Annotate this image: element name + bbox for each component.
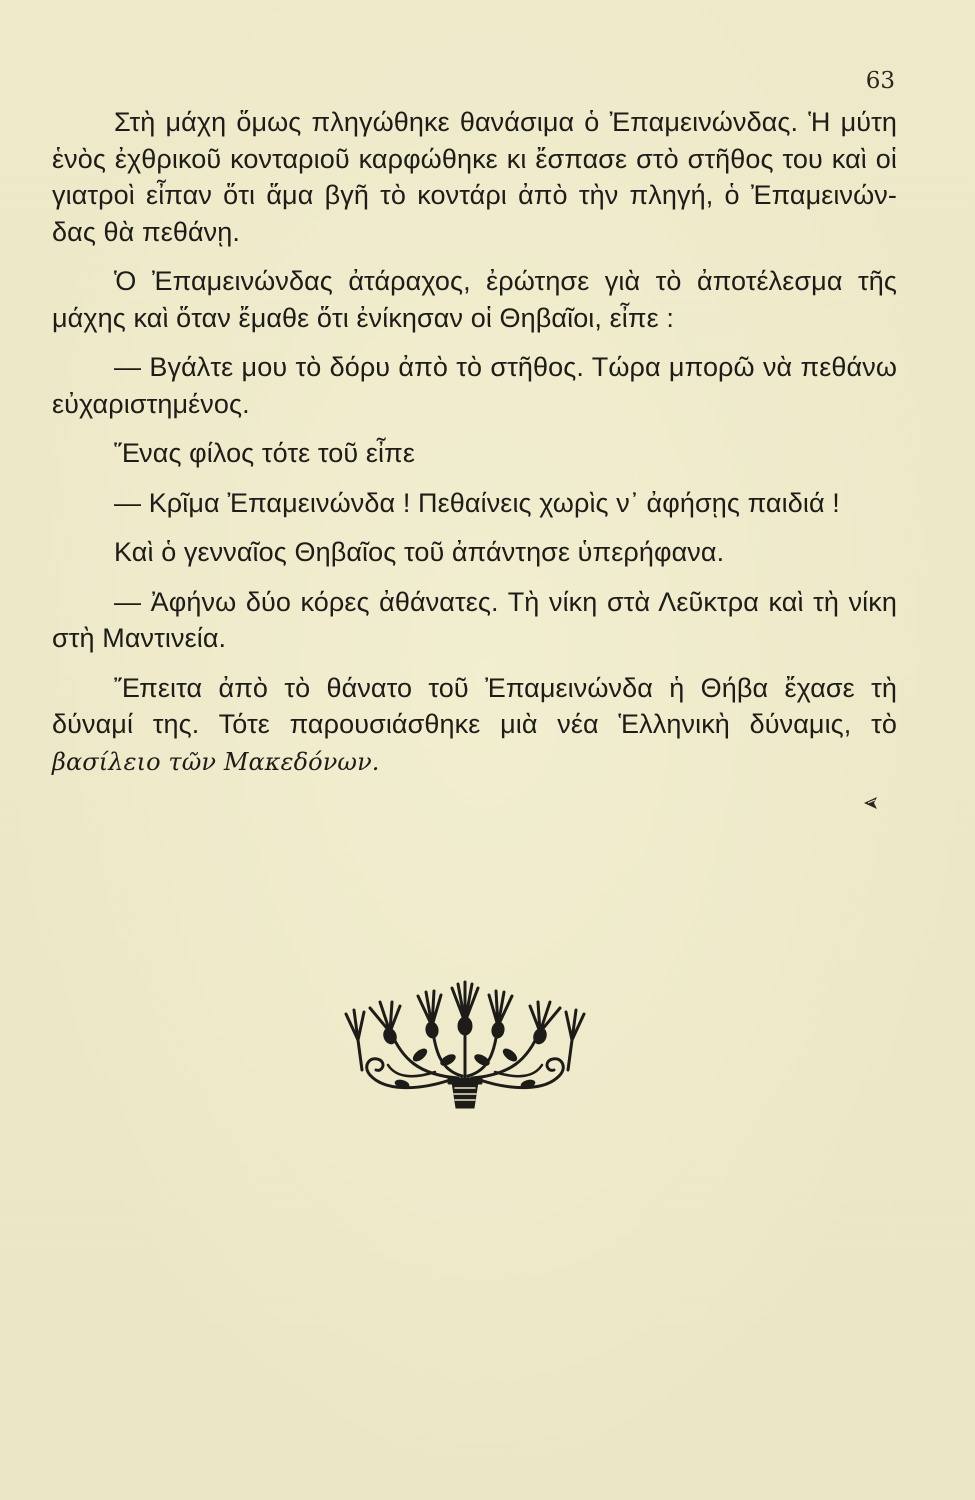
- page-number: 63: [865, 68, 895, 94]
- paragraph-3: — Βγάλτε μου τὸ δόρυ ἀπὸ τὸ στῆθος. Τώρα μπορῶ νὰ πεθάνω εὐχαριστημένος.: [52, 352, 897, 419]
- paragraph-8: [52, 670, 897, 781]
- end-mark-icon: [862, 795, 880, 811]
- paragraph-6: Καὶ ὁ γενναῖος Θηβαῖος τοῦ ἀπάντησε ὑπερήφανα.: [114, 537, 725, 567]
- flower-pot-ornament: [340, 980, 590, 1115]
- paragraph-7: — Ἀφήνω δύο κόρες ἀθάνατες. Τὴ νίκη στὰ Λεῦκτρα καὶ τὴ νίκη στὴ Μαντινεία.: [52, 586, 897, 653]
- paragraph-2: Ὁ Ἐπαμεινώνδας ἀτάραχος, ἐρώτησε γιὰ τὸ ἀποτέλεσμα τῆς μάχης καὶ ὅταν ἔμαθε ὅτι ἐνίκησαν οἱ Θηβαῖοι, εἶπε :: [52, 266, 897, 333]
- closing-italic-phrase: βασίλειο τῶν Μακεδόνων.: [52, 747, 380, 776]
- paragraph-5: — Κρῖμα Ἐπαμεινώνδα ! Πεθαίνεις χωρὶς ν᾿ ἀφήσῃς παιδιά !: [114, 487, 840, 518]
- body-text: [52, 104, 897, 780]
- paragraph-8-text: Ἔπειτα ἀπὸ τὸ θάνατο τοῦ Ἐπαμεινώνδα ἡ Θήβα ἔχασε τὴ δύναμί της. Τότε παρουσιάσθηκε μιὰ νέα Ἑλληνικὴ δύναμις, τὸ: [52, 672, 897, 739]
- paragraph-1: Στὴ μάχη ὅμως πληγώθηκε θανάσιμα ὁ Ἐπαμεινώνδας. Ἡ μύτη ἑνὸς ἐχθρικοῦ κονταριοῦ καρφώθηκε κι ἔσπασε στὸ στῆθος του καὶ οἱ γιατροὶ εἶπαν ὅτι ἅμα βγῆ τὸ κοντάρι ἀπὸ τὴν πληγή, ὁ Ἐπαμεινών-δας θὰ πεθάνῃ.: [52, 107, 897, 247]
- paragraph-4: Ἕνας φίλος τότε τοῦ εἶπε: [114, 438, 415, 468]
